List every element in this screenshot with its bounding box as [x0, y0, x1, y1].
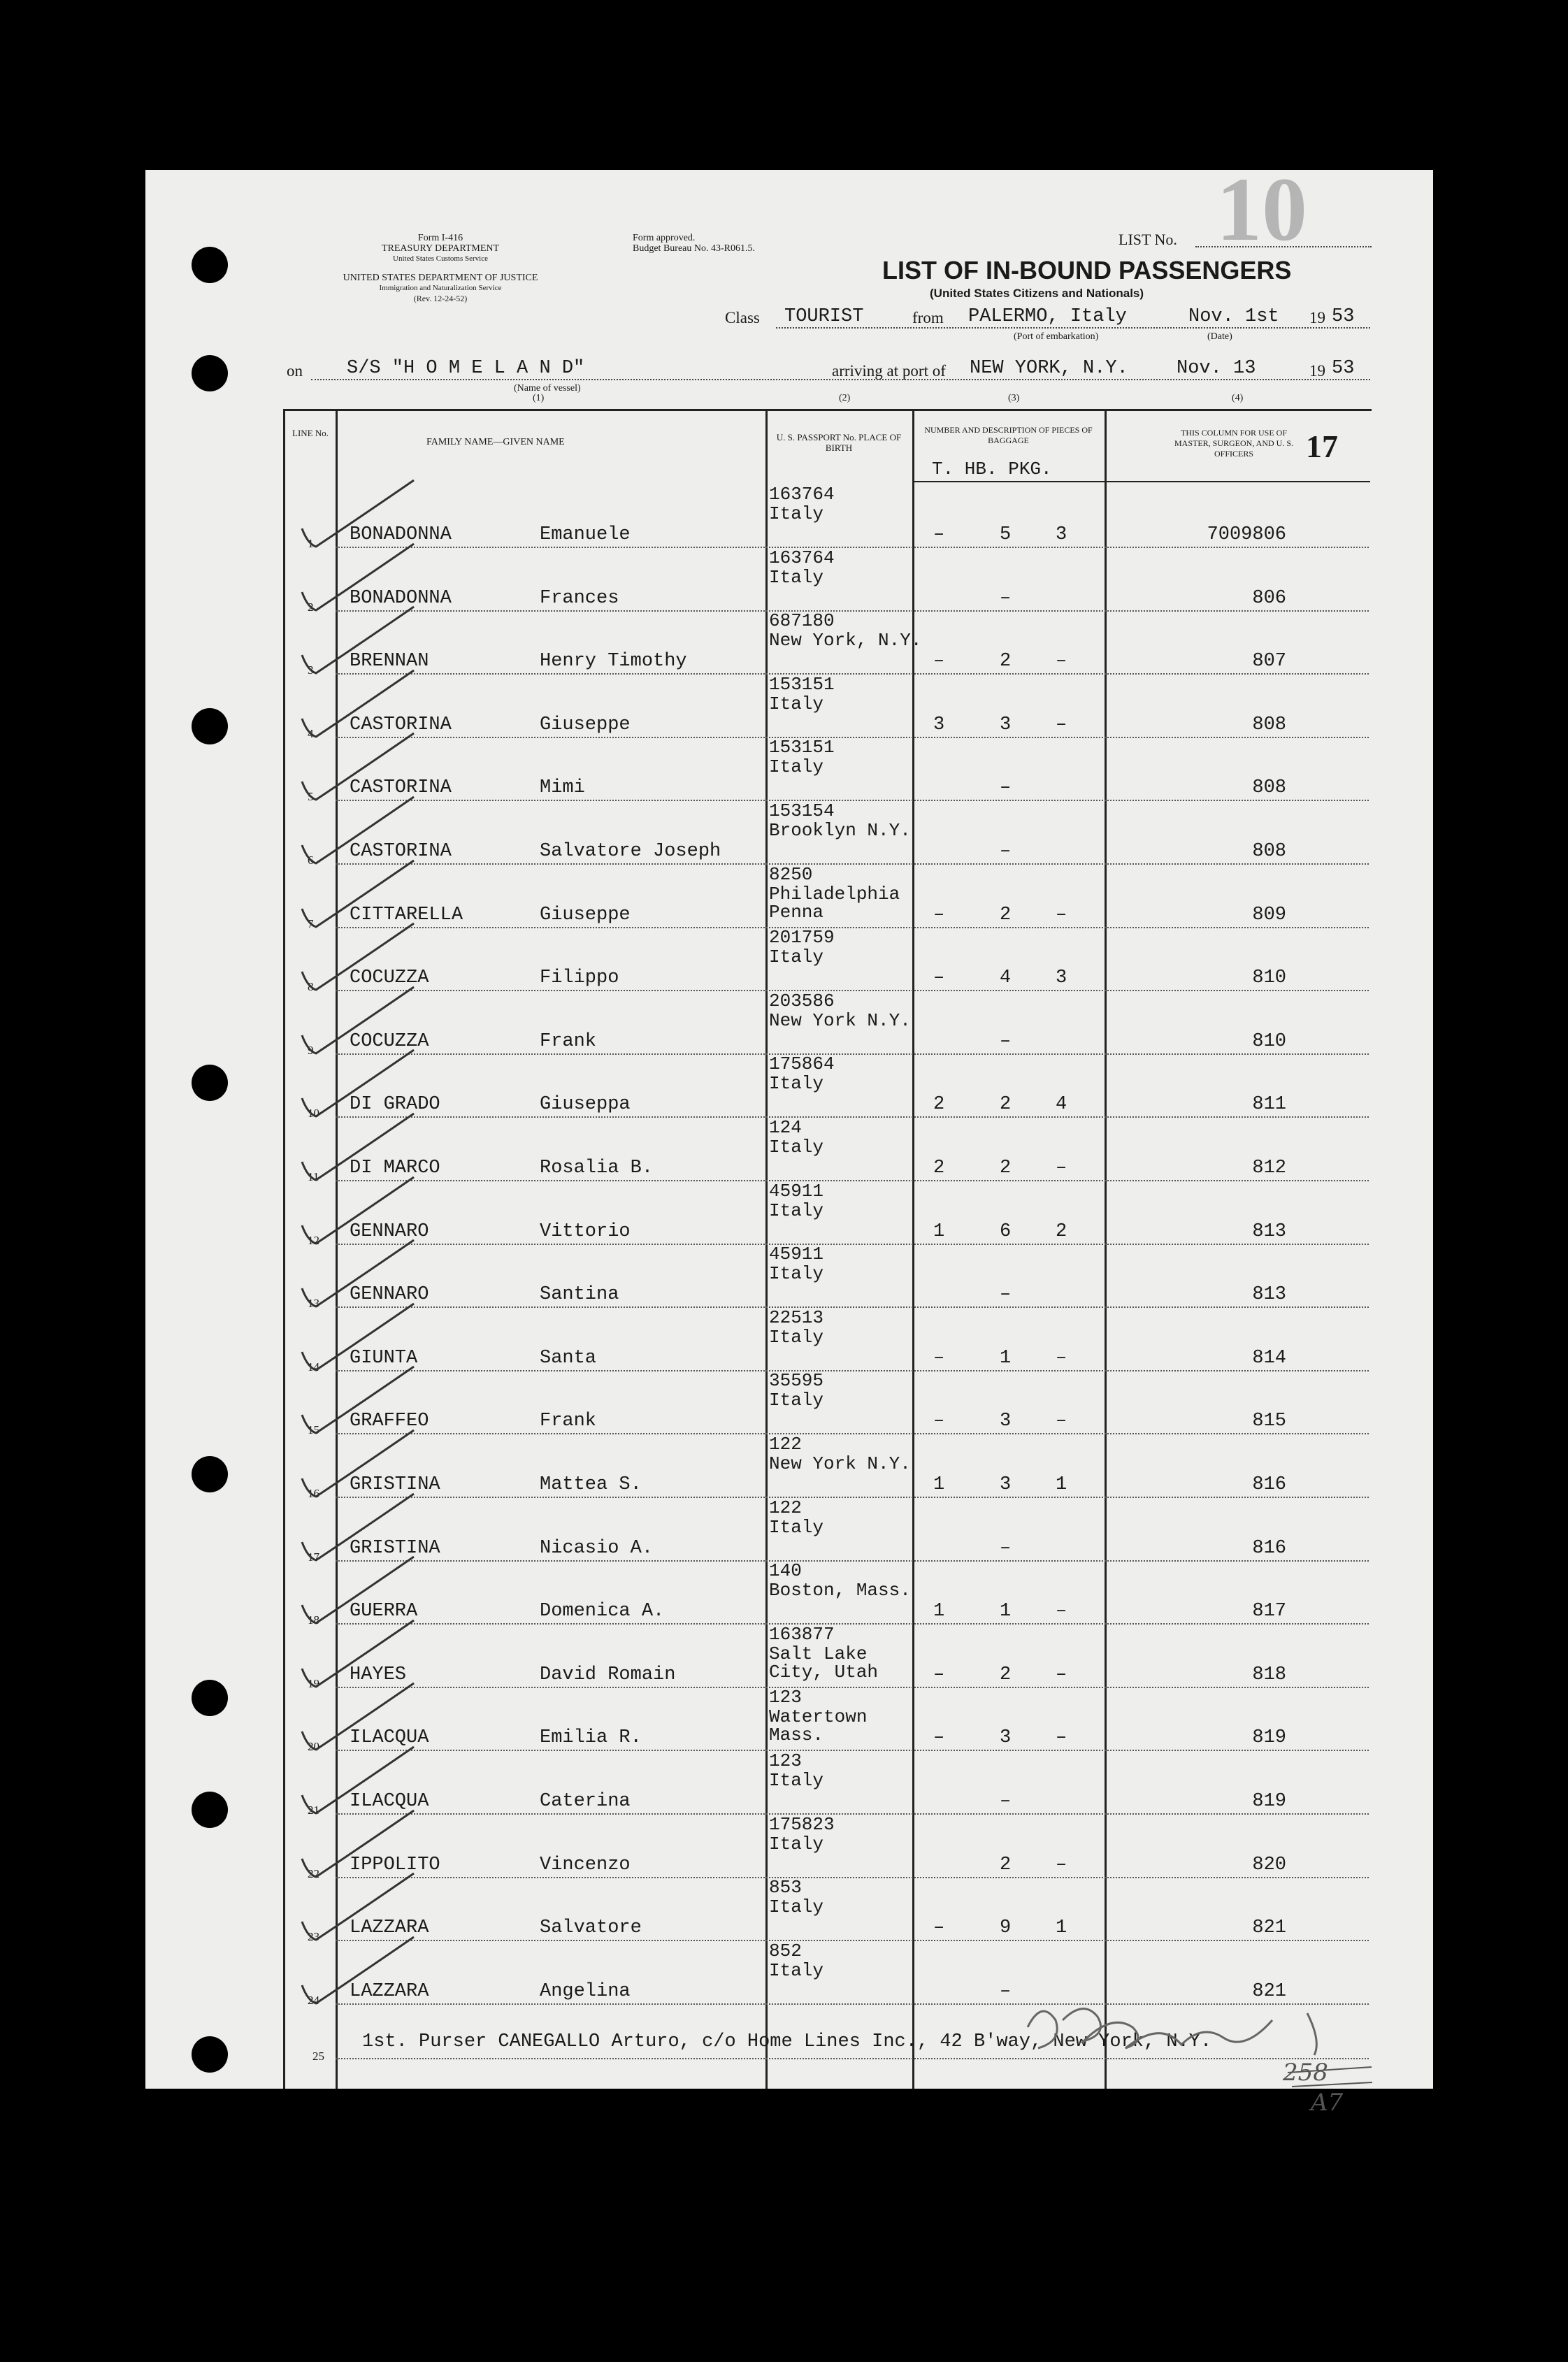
- row-given-name: Vittorio: [540, 1221, 631, 1242]
- row-line-no: 12: [308, 1234, 319, 1247]
- row-baggage-pkg: –: [1056, 651, 1067, 672]
- row-rule: [336, 1244, 1369, 1245]
- row-family-name: LAZZARA: [350, 1981, 429, 2002]
- document-title: LIST OF IN-BOUND PASSENGERS: [882, 256, 1292, 285]
- row-baggage-pkg: 3: [1056, 524, 1067, 545]
- row-passport-no: 153151: [769, 674, 835, 695]
- row-passport-no: 852: [769, 1940, 802, 1961]
- class-label: Class: [725, 309, 760, 326]
- arrival-port: NEW YORK, N.Y.: [970, 358, 1128, 379]
- row-given-name: Angelina: [540, 1981, 631, 2002]
- row-family-name: BONADONNA: [350, 524, 452, 545]
- row-family-name: GIUNTA: [350, 1348, 418, 1369]
- row-officer-no: 7009806: [1207, 524, 1286, 545]
- row-baggage-t: –: [933, 524, 945, 545]
- row-baggage-hb: 3: [1000, 1411, 1012, 1432]
- row-family-name: CITTARELLA: [350, 905, 463, 926]
- row-rule: [336, 1433, 1369, 1434]
- list-no-label: LIST No.: [1119, 231, 1177, 248]
- row-baggage-hb: –: [1000, 1538, 1012, 1559]
- row-place-of-birth: Italy: [769, 756, 824, 777]
- row-family-name: GRISTINA: [350, 1474, 440, 1495]
- row-passport-no: 123: [769, 1750, 802, 1771]
- row-baggage-t: –: [933, 967, 945, 988]
- row-officer-no: 813: [1252, 1284, 1286, 1305]
- row-place-of-birth: Italy: [769, 693, 824, 714]
- row-passport-no: 8250: [769, 864, 813, 885]
- row-baggage-hb: 1: [1000, 1601, 1012, 1622]
- revision-label: (Rev. 12-24-52): [413, 294, 468, 303]
- row-officer-no: 812: [1252, 1158, 1286, 1179]
- vessel-rule: [311, 379, 1370, 380]
- row-officer-no: 810: [1252, 967, 1286, 988]
- row-line-no: 20: [308, 1740, 319, 1753]
- row-given-name: Frances: [540, 588, 619, 609]
- document-subtitle: (United States Citizens and Nationals): [930, 287, 1144, 300]
- row-family-name: GENNARO: [350, 1221, 429, 1242]
- row-baggage-pkg: –: [1056, 714, 1067, 735]
- row-officer-no: 813: [1252, 1221, 1286, 1242]
- row-baggage-t: –: [933, 1917, 945, 1938]
- row-baggage-pkg: 1: [1056, 1474, 1067, 1495]
- row-passport-no: 163764: [769, 547, 835, 568]
- row-place-of-birth: Italy: [769, 503, 824, 524]
- row-officer-no: 819: [1252, 1727, 1286, 1748]
- row-rule: [336, 1687, 1369, 1688]
- header-officers-number: 17: [1306, 429, 1338, 464]
- row-passport-no: 201759: [769, 927, 835, 948]
- row-place-of-birth: Salt Lake City, Utah: [769, 1643, 879, 1683]
- row-baggage-hb: 2: [1000, 1855, 1012, 1875]
- form-info: [329, 233, 552, 264]
- row-given-name: Henry Timothy: [540, 651, 687, 672]
- row-given-name: Emilia R.: [540, 1727, 642, 1748]
- punch-hole: [192, 708, 228, 744]
- row-baggage-t: 2: [933, 1094, 945, 1115]
- list-number: 10: [1216, 159, 1307, 260]
- row-place-of-birth: Boston, Mass.: [769, 1580, 911, 1601]
- row-line-no: 5: [308, 790, 314, 803]
- row-passport-no: 153154: [769, 800, 835, 821]
- row-baggage-pkg: –: [1056, 905, 1067, 926]
- row-baggage-pkg: 2: [1056, 1221, 1067, 1242]
- row-passport-no: 175823: [769, 1814, 835, 1835]
- row-passport-no: 163764: [769, 484, 835, 505]
- row-family-name: COCUZZA: [350, 967, 429, 988]
- row-rule: [336, 1623, 1369, 1625]
- punch-hole: [192, 1680, 228, 1716]
- arrival-date: Nov. 13: [1177, 358, 1256, 379]
- row-line-no: 24: [308, 1994, 319, 2007]
- col-number-2: (2): [839, 393, 851, 403]
- row-line-no: 10: [308, 1107, 319, 1120]
- row-baggage-hb: 2: [1000, 1158, 1012, 1179]
- row-baggage-hb: –: [1000, 841, 1012, 862]
- row-place-of-birth: New York N.Y.: [769, 1010, 911, 1031]
- row-family-name: DI MARCO: [350, 1158, 440, 1179]
- departure-year: 53: [1332, 306, 1355, 327]
- row-officer-no: 814: [1252, 1348, 1286, 1369]
- row-given-name: Santa: [540, 1348, 597, 1369]
- row-baggage-pkg: 1: [1056, 1917, 1067, 1938]
- row-line-no: 6: [308, 854, 314, 867]
- row-baggage-pkg: –: [1056, 1601, 1067, 1622]
- table-top-border: [283, 409, 1372, 411]
- row-baggage-pkg: 3: [1056, 967, 1067, 988]
- officer-rule: [1105, 481, 1370, 482]
- row-baggage-pkg: –: [1056, 1158, 1067, 1179]
- row-line-no: 22: [308, 1867, 319, 1880]
- margin-note-1: 258: [1283, 2059, 1328, 2087]
- row-passport-no: 122: [769, 1434, 802, 1455]
- row-passport-no: 153151: [769, 737, 835, 758]
- row-officer-no: 818: [1252, 1664, 1286, 1685]
- row-baggage-hb: –: [1000, 777, 1012, 798]
- row-officer-no: 808: [1252, 714, 1286, 735]
- row-family-name: CASTORINA: [350, 714, 452, 735]
- col-number-3: (3): [1008, 393, 1020, 403]
- row-officer-no: 809: [1252, 905, 1286, 926]
- row-family-name: GRAFFEO: [350, 1411, 429, 1432]
- row-line-no: 18: [308, 1613, 319, 1627]
- row-family-name: DI GRADO: [350, 1094, 440, 1115]
- caption-vessel: (Name of vessel): [514, 383, 581, 394]
- row-given-name: Domenica A.: [540, 1601, 665, 1622]
- row-rule: [336, 1180, 1369, 1181]
- row-passport-no: 175864: [769, 1053, 835, 1074]
- punch-hole: [192, 1456, 228, 1492]
- row-passport-no: 140: [769, 1560, 802, 1581]
- row-place-of-birth: Italy: [769, 1073, 824, 1094]
- row-passport-no: 122: [769, 1497, 802, 1518]
- row-rule: [336, 1053, 1369, 1055]
- row-baggage-hb: 1: [1000, 1348, 1012, 1369]
- row-baggage-hb: 2: [1000, 1094, 1012, 1115]
- row-given-name: Salvatore: [540, 1917, 642, 1938]
- col-divider: [336, 411, 338, 2089]
- row-baggage-hb: 9: [1000, 1917, 1012, 1938]
- row-baggage-pkg: –: [1056, 1348, 1067, 1369]
- row-passport-no: 35595: [769, 1370, 824, 1391]
- vessel-name: S/S "H O M E L A N D": [347, 358, 585, 379]
- row-baggage-t: 2: [933, 1158, 945, 1179]
- row-baggage-t: 1: [933, 1221, 945, 1242]
- header-baggage-sub: T. HB. PKG.: [932, 459, 1052, 480]
- row-rule: [336, 673, 1369, 675]
- row-baggage-hb: 3: [1000, 714, 1012, 735]
- row-rule: [336, 1116, 1369, 1118]
- departure-year-prefix: 19: [1309, 309, 1325, 326]
- row-family-name: ILACQUA: [350, 1727, 429, 1748]
- row-place-of-birth: Italy: [769, 1263, 824, 1284]
- row-officer-no: 811: [1252, 1094, 1286, 1115]
- justice-info: [280, 273, 601, 304]
- row-given-name: David Romain: [540, 1664, 676, 1685]
- row-line-no: 21: [308, 1803, 319, 1817]
- row-baggage-hb: –: [1000, 1791, 1012, 1812]
- row-line-no: 11: [308, 1170, 319, 1183]
- row-baggage-hb: 3: [1000, 1727, 1012, 1748]
- header-baggage: NUMBER AND DESCRIPTION OF PIECES OF BAGGAGE: [924, 425, 1093, 445]
- row-rule: [336, 1940, 1369, 1941]
- row-baggage-t: 3: [933, 714, 945, 735]
- row-given-name: Frank: [540, 1031, 597, 1052]
- row-line-no: 3: [308, 663, 314, 677]
- row-rule: [336, 610, 1369, 612]
- row-line-no: 4: [308, 727, 314, 740]
- row-passport-no: 124: [769, 1117, 802, 1138]
- row-baggage-hb: 2: [1000, 1664, 1012, 1685]
- form-number: Form I-416: [417, 233, 463, 243]
- row-baggage-t: 1: [933, 1601, 945, 1622]
- row-officer-no: 821: [1252, 1917, 1286, 1938]
- row-place-of-birth: Italy: [769, 1137, 824, 1158]
- departure-date: Nov. 1st: [1188, 306, 1279, 327]
- caption-port: (Port of embarkation): [1014, 331, 1099, 342]
- margin-note-2: A7: [1311, 2089, 1344, 2117]
- ins-label: Immigration and Naturalization Service: [379, 284, 502, 292]
- class-value: TOURIST: [784, 306, 864, 327]
- row-line-no: 23: [308, 1930, 319, 1943]
- row-officer-no: 815: [1252, 1411, 1286, 1432]
- row-passport-no: 22513: [769, 1307, 824, 1328]
- budget-info: [633, 233, 755, 254]
- row-baggage-pkg: –: [1056, 1411, 1067, 1432]
- punch-hole: [192, 355, 228, 391]
- row-place-of-birth: Italy: [769, 1200, 824, 1221]
- row-place-of-birth: Italy: [769, 1770, 824, 1791]
- row-given-name: Nicasio A.: [540, 1538, 654, 1559]
- row-baggage-hb: 4: [1000, 967, 1012, 988]
- row-given-name: Giuseppa: [540, 1094, 631, 1115]
- row-line-no: 1: [308, 537, 314, 550]
- row-place-of-birth: Italy: [769, 1834, 824, 1855]
- row-baggage-hb: 3: [1000, 1474, 1012, 1495]
- justice-label: UNITED STATES DEPARTMENT OF JUSTICE: [343, 273, 538, 283]
- footer-line-no: 25: [312, 2050, 324, 2063]
- row-officer-no: 816: [1252, 1474, 1286, 1495]
- row-rule: [336, 1750, 1369, 1751]
- row-rule: [336, 1306, 1369, 1308]
- row-officer-no: 819: [1252, 1791, 1286, 1812]
- row-given-name: Mimi: [540, 777, 585, 798]
- row-officer-no: 817: [1252, 1601, 1286, 1622]
- row-place-of-birth: Italy: [769, 1960, 824, 1981]
- header-passport: U. S. PASSPORT No. PLACE OF BIRTH: [776, 432, 902, 453]
- row-baggage-hb: 5: [1000, 524, 1012, 545]
- caption-date: (Date): [1207, 331, 1232, 342]
- row-given-name: Giuseppe: [540, 905, 631, 926]
- row-baggage-pkg: –: [1056, 1727, 1067, 1748]
- row-line-no: 17: [308, 1550, 319, 1564]
- arrival-year: 53: [1332, 358, 1355, 379]
- row-given-name: Caterina: [540, 1791, 631, 1812]
- row-officer-no: 810: [1252, 1031, 1286, 1052]
- row-family-name: LAZZARA: [350, 1917, 429, 1938]
- row-rule: [336, 1813, 1369, 1815]
- row-place-of-birth: Watertown Mass.: [769, 1706, 868, 1745]
- row-baggage-pkg: 4: [1056, 1094, 1067, 1115]
- row-family-name: CASTORINA: [350, 777, 452, 798]
- col-number-1: (1): [533, 393, 545, 403]
- row-family-name: GENNARO: [350, 1284, 429, 1305]
- row-rule: [336, 737, 1369, 738]
- row-given-name: Rosalia B.: [540, 1158, 654, 1179]
- row-officer-no: 820: [1252, 1855, 1286, 1875]
- row-family-name: HAYES: [350, 1664, 407, 1685]
- row-officer-no: 807: [1252, 651, 1286, 672]
- row-passport-no: 163877: [769, 1624, 835, 1645]
- row-family-name: IPPOLITO: [350, 1855, 440, 1875]
- row-line-no: 9: [308, 1044, 314, 1057]
- row-passport-no: 45911: [769, 1244, 824, 1265]
- row-baggage-pkg: –: [1056, 1855, 1067, 1875]
- row-officer-no: 816: [1252, 1538, 1286, 1559]
- budget-bureau: Budget Bureau No. 43-R061.5.: [633, 243, 755, 254]
- col-divider: [765, 411, 768, 2089]
- punch-hole: [192, 1065, 228, 1101]
- arrival-year-prefix: 19: [1309, 362, 1325, 380]
- row-officer-no: 821: [1252, 1981, 1286, 2002]
- row-given-name: Mattea S.: [540, 1474, 642, 1495]
- row-line-no: 8: [308, 980, 314, 993]
- row-baggage-t: –: [933, 1348, 945, 1369]
- customs-label: United States Customs Service: [393, 254, 488, 263]
- col-number-4: (4): [1232, 393, 1244, 403]
- col-divider: [1105, 411, 1107, 2089]
- row-family-name: GUERRA: [350, 1601, 418, 1622]
- row-baggage-t: –: [933, 1664, 945, 1685]
- purser-note: 1st. Purser CANEGALLO Arturo, c/o Home Lines Inc., 42 B'way, New York, N.Y.: [362, 2031, 1212, 2052]
- row-passport-no: 853: [769, 1877, 802, 1898]
- row-given-name: Filippo: [540, 967, 619, 988]
- row-place-of-birth: Italy: [769, 1896, 824, 1917]
- row-line-no: 15: [308, 1423, 319, 1436]
- row-place-of-birth: Italy: [769, 946, 824, 967]
- row-baggage-t: 1: [933, 1474, 945, 1495]
- row-given-name: Vincenzo: [540, 1855, 631, 1875]
- row-passport-no: 45911: [769, 1181, 824, 1202]
- row-rule: [336, 547, 1369, 548]
- row-line-no: 2: [308, 600, 314, 614]
- row-baggage-pkg: –: [1056, 1664, 1067, 1685]
- row-baggage-hb: –: [1000, 1981, 1012, 2002]
- row-line-no: 13: [308, 1297, 319, 1310]
- row-given-name: Salvatore Joseph: [540, 841, 721, 862]
- row-place-of-birth: Brooklyn N.Y.: [769, 820, 911, 841]
- row-rule: [336, 2003, 1369, 2005]
- row-baggage-hb: 2: [1000, 905, 1012, 926]
- row-family-name: BONADONNA: [350, 588, 452, 609]
- row-place-of-birth: New York N.Y.: [769, 1453, 911, 1474]
- class-rule: [776, 327, 1370, 329]
- row-rule: [336, 1370, 1369, 1371]
- row-rule: [336, 1877, 1369, 1878]
- row-given-name: Giuseppe: [540, 714, 631, 735]
- row-baggage-hb: –: [1000, 1031, 1012, 1052]
- punch-hole: [192, 247, 228, 283]
- row-rule: [336, 990, 1369, 991]
- row-place-of-birth: Italy: [769, 1390, 824, 1411]
- port-of-embarkation: PALERMO, Italy: [968, 306, 1127, 327]
- punch-hole: [192, 1792, 228, 1828]
- row-place-of-birth: New York, N.Y.: [769, 630, 922, 651]
- row-baggage-hb: –: [1000, 588, 1012, 609]
- row-family-name: ILACQUA: [350, 1791, 429, 1812]
- row-place-of-birth: Italy: [769, 567, 824, 588]
- from-label: from: [912, 309, 944, 326]
- row-officer-no: 808: [1252, 841, 1286, 862]
- row-given-name: Emanuele: [540, 524, 631, 545]
- row-passport-no: 123: [769, 1687, 802, 1708]
- baggage-rule: [912, 481, 1105, 482]
- arriving-label: arriving at port of: [832, 362, 946, 380]
- row-rule: [336, 1560, 1369, 1562]
- row-baggage-t: –: [933, 1727, 945, 1748]
- header-officers: THIS COLUMN FOR USE OF MASTER, SURGEON, AND U. S. OFFICERS: [1174, 428, 1294, 459]
- row-line-no: 14: [308, 1360, 319, 1374]
- row-baggage-t: –: [933, 905, 945, 926]
- form-approved: Form approved.: [633, 233, 696, 243]
- row-rule: [336, 2058, 1369, 2059]
- row-place-of-birth: Italy: [769, 1517, 824, 1538]
- row-rule: [336, 800, 1369, 801]
- row-rule: [336, 1497, 1369, 1498]
- row-passport-no: 687180: [769, 610, 835, 631]
- row-rule: [336, 863, 1369, 865]
- row-given-name: Frank: [540, 1411, 597, 1432]
- row-officer-no: 808: [1252, 777, 1286, 798]
- row-family-name: CASTORINA: [350, 841, 452, 862]
- on-label: on: [287, 362, 303, 380]
- row-given-name: Santina: [540, 1284, 619, 1305]
- row-line-no: 7: [308, 917, 314, 930]
- row-baggage-t: –: [933, 651, 945, 672]
- row-baggage-hb: –: [1000, 1284, 1012, 1305]
- header-name: FAMILY NAME—GIVEN NAME: [426, 437, 565, 447]
- row-line-no: 19: [308, 1677, 319, 1690]
- header-line-no: LINE No.: [292, 428, 329, 438]
- row-family-name: GRISTINA: [350, 1538, 440, 1559]
- row-baggage-t: –: [933, 1411, 945, 1432]
- row-place-of-birth: Philadelphia Penna: [769, 884, 900, 923]
- row-family-name: COCUZZA: [350, 1031, 429, 1052]
- row-passport-no: 203586: [769, 991, 835, 1011]
- row-family-name: BRENNAN: [350, 651, 429, 672]
- punch-hole: [192, 2036, 228, 2073]
- row-line-no: 16: [308, 1487, 319, 1500]
- row-rule: [336, 927, 1369, 928]
- table-left-border: [283, 411, 285, 2089]
- row-baggage-hb: 6: [1000, 1221, 1012, 1242]
- treasury-label: TREASURY DEPARTMENT: [381, 243, 500, 254]
- row-officer-no: 806: [1252, 588, 1286, 609]
- row-place-of-birth: Italy: [769, 1327, 824, 1348]
- row-baggage-hb: 2: [1000, 651, 1012, 672]
